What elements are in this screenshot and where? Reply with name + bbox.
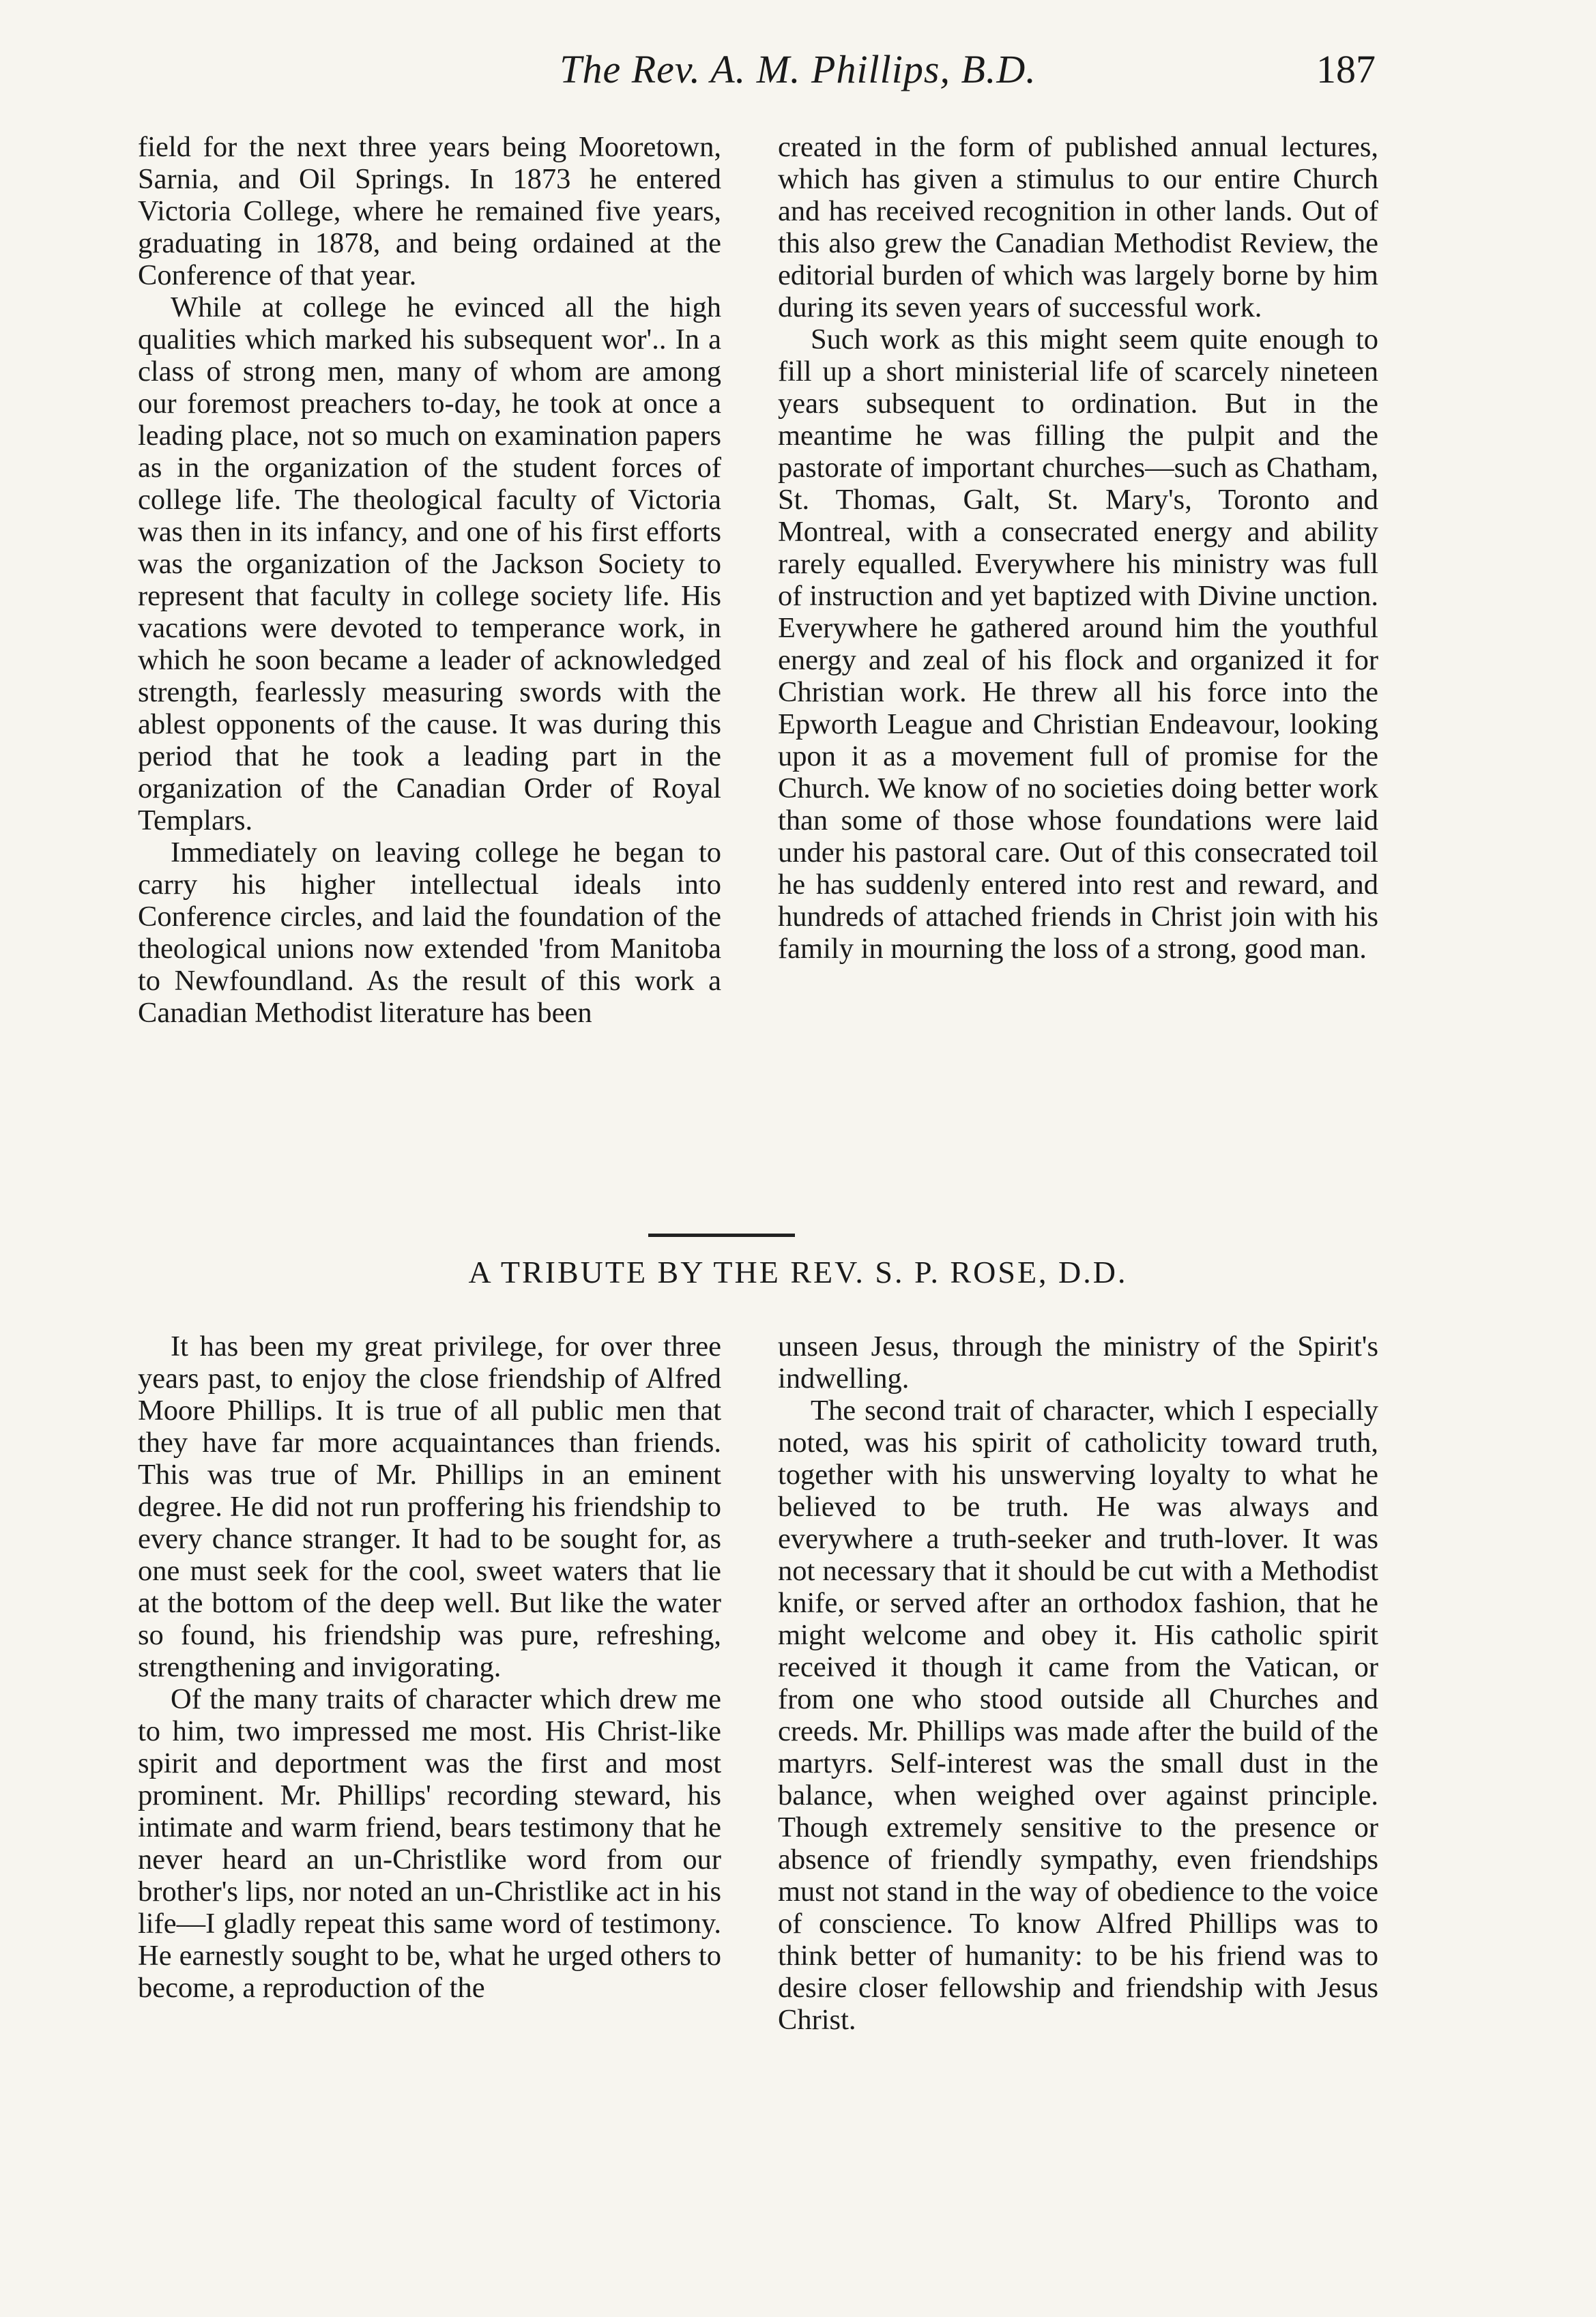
paragraph: Of the many traits of character which drew me to him, two impressed me most. His Christ-like spirit and deportment was the first and most prominent. Mr. Phillips' recording steward, his intimate and warm friend, bears testimony that he never heard an un-Christlike word from our brother's lips, nor noted an un-Christlike act in his life—I gladly repeat this same word of testimony. He earnestly sought to be, what he urged others to become, a reproduction of the <box>138 1683 721 2004</box>
paragraph: Such work as this might seem quite enough to fill up a short ministerial life of scarcely nineteen years subsequent to ordination. But in the meantime he was filling the pulpit and the pastorate of important churches—such as Chatham, St. Thomas, Galt, St. Mary's, Toronto and Montreal, with a consecrated energy and ability rarely equalled. Everywhere his ministry was full of instruction and yet baptized with Divine unction. Everywhere he gathered around him the youthful energy and zeal of his flock and organized it for Christian work. He threw all his force into the Epworth League and Christian Endeavour, looking upon it as a movement full of promise for the Church. We know of no societies doing better work than some of those whose foundations were laid under his pastoral care. Out of this consecrated toil he has suddenly entered into rest and reward, and hundreds of attached friends in Christ join with his family in mourning the loss of a strong, good man. <box>778 323 1378 965</box>
column-right-bottom <box>778 1330 1378 2231</box>
running-title: The Rev. A. M. Phillips, B.D. <box>560 47 1036 91</box>
paragraph: Immediately on leaving college he began to carry his higher intellectual ideals into Conference circles, and laid the foundation of the theological unions now extended 'from Manitoba to Newfoundland. As the result of this work a Canadian Methodist literature has been <box>138 836 721 1029</box>
paragraph: field for the next three years being Mooretown, Sarnia, and Oil Springs. In 1873 he entered Victoria College, where he remained five years, graduating in 1878, and being ordained at the Conference of that year. <box>138 131 721 291</box>
paragraph: The second trait of character, which I especially noted, was his spirit of catholicity toward truth, together with his unswerving loyalty to what he believed to be truth. He was always and everywhere a truth-seeker and truth-lover. It was not necessary that it should be cut with a Methodist knife, or served after an orthodox fashion, that he might welcome and obey it. His catholic spirit received it though it came from the Vatican, or from one who stood outside all Churches and creeds. Mr. Phillips was made after the build of the martyrs. Self-interest was the small dust in the balance, when weighed over against principle. Though extremely sensitive to the presence or absence of friendly sympathy, even friendships must not stand in the way of obedience to the voice of conscience. To know Alfred Phillips was to think better of humanity: to be his friend was to desire closer fellowship and friendship with Jesus Christ. <box>778 1395 1378 2036</box>
paragraph: While at college he evinced all the high qualities which marked his subsequent wor'.. In a class of strong men, many of whom are among our foremost preachers to-day, he took at once a leading place, not so much on examination papers as in the organization of the student forces of college life. The theological faculty of Victoria was then in its infancy, and one of his first efforts was the organization of the Jackson Society to represent that faculty in college society life. His vacations were devoted to temperance work, in which he soon became a leader of acknowledged strength, fearlessly measuring swords with the ablest opponents of the cause. It was during this period that he took a leading part in the organization of the Canadian Order of Royal Templars. <box>138 291 721 836</box>
column-right-top <box>778 131 1378 1206</box>
column-left-top <box>138 131 721 1206</box>
column-left-bottom <box>138 1330 721 2231</box>
page-header <box>0 46 1596 108</box>
paragraph: unseen Jesus, through the ministry of the Spirit's indwelling. <box>778 1330 1378 1395</box>
tribute-title: A TRIBUTE BY THE REV. S. P. ROSE, D.D. <box>468 1255 1128 1289</box>
section-divider <box>648 1234 795 1237</box>
paragraph: It has been my great privilege, for over three years past, to enjoy the close friendship of Alfred Moore Phillips. It is true of all public men that they have far more acquaintances than friends. This was true of Mr. Phillips in an eminent degree. He did not run proffering his friendship to every chance stranger. It had to be sought for, as one must seek for the cool, sweet waters that lie at the bottom of the deep well. But like the water so found, his friendship was pure, refreshing, strengthening and invigorating. <box>138 1330 721 1683</box>
paragraph: created in the form of published annual lectures, which has given a stimulus to our entire Church and has received recognition in other lands. Out of this also grew the Canadian Methodist Review, the editorial burden of which was largely borne by him during its seven years of successful work. <box>778 131 1378 323</box>
page-number: 187 <box>1316 47 1376 91</box>
